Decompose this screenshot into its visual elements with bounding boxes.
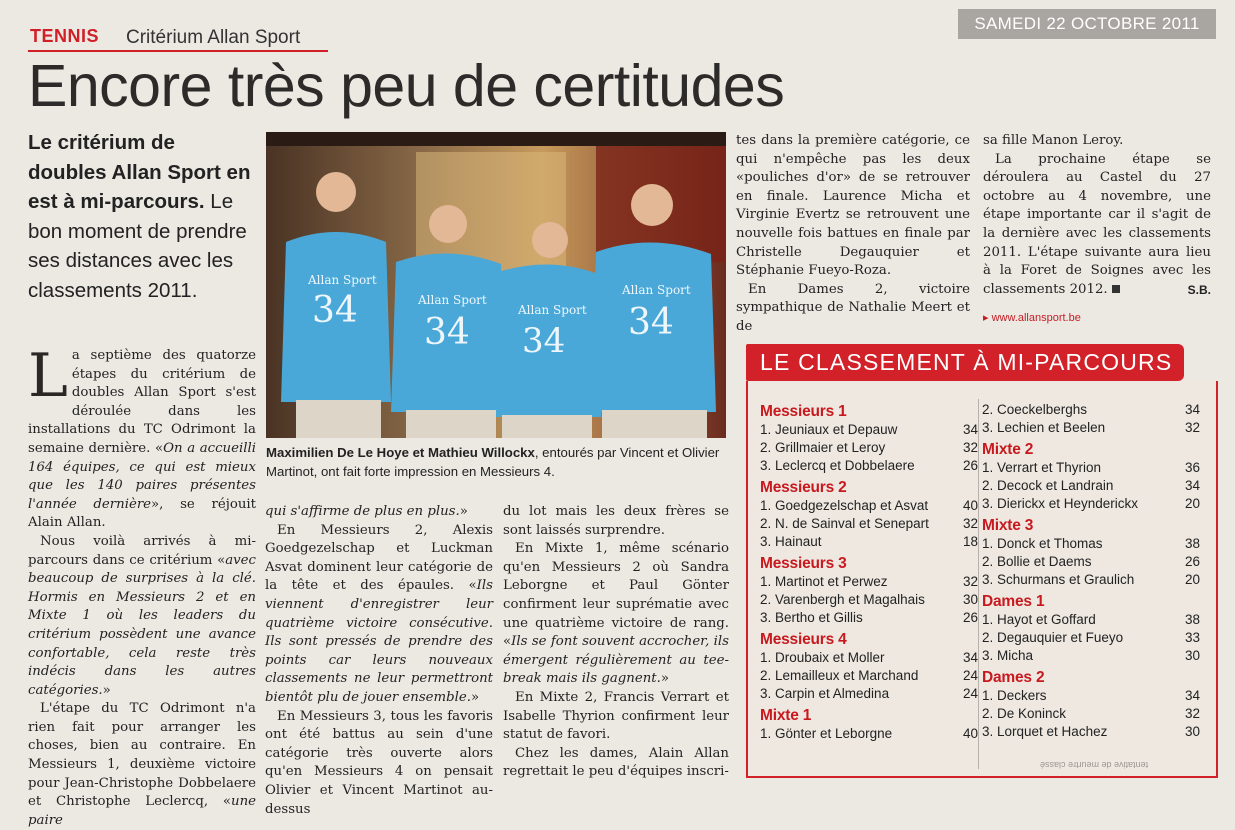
ranking-row (982, 647, 1204, 665)
shirt-number: 34 (522, 321, 566, 361)
paragraph: Chez les dames, Alain Allan regrettait le peu d'équipes inscri- (503, 745, 729, 780)
team-name: 3. Leclercq et Dobbelaere (760, 458, 915, 473)
quote: On a accueilli 164 équipes, ce qui est mieux que les 140 paires présentes l'année dernière (28, 440, 256, 512)
points: 34 (1184, 402, 1200, 417)
paragraph (28, 700, 256, 830)
shirt-number: 34 (424, 312, 470, 353)
date-banner: SAMEDI 22 OCTOBRE 2011 (958, 9, 1216, 39)
ranking-table (746, 381, 1218, 778)
text: », se réjouit Alain Allan. (28, 496, 256, 531)
paragraph: du lot mais les deux frères se sont laissés surprendre. (503, 504, 729, 538)
ranking-row (982, 629, 1204, 647)
ranking-row (760, 609, 982, 627)
quote: Ils viennent d'enregistrer leur quatrième victoire consécutive. Ils sont pressés de prendre des points car leurs nouveaux classements ne leur permettront bientôt plu de jouer ensemble. (265, 578, 493, 705)
ranking-category: Messieurs 1 (760, 403, 847, 420)
ranking-row (982, 419, 1204, 437)
points: 30 (962, 592, 978, 607)
team-name: 2. N. de Sainval et Senepart (760, 516, 929, 531)
team-name: 1. Goedgezelschap et Asvat (760, 498, 929, 513)
text: » (102, 682, 111, 698)
team-photo (266, 132, 726, 438)
team-name: 2. Bollie et Daems (982, 554, 1092, 569)
points: 38 (1184, 536, 1200, 551)
points: 18 (962, 534, 978, 549)
ranking-row (760, 591, 982, 609)
article-column-2 (265, 503, 493, 819)
points: 20 (1184, 572, 1200, 587)
ranking-category: Messieurs 3 (760, 555, 847, 572)
team-name: 2. Varenbergh et Magalhais (760, 592, 925, 607)
website-link[interactable] (983, 311, 1081, 324)
lead-paragraph (28, 128, 254, 305)
text: » (459, 504, 468, 519)
points: 34 (962, 650, 978, 665)
team-name: 3. Lorquet et Hachez (982, 724, 1108, 739)
paragraph (983, 151, 1211, 300)
points: 26 (1184, 554, 1200, 569)
points: 36 (1184, 460, 1200, 475)
team-name: 2. Degauquier et Fueyo (982, 630, 1124, 645)
text: En Mixte 1, même scénario qu'en Messieurs 2 où Sandra Leborgne et Paul Gönter confirment leur suprématie avec une quatrième victoire de rang. « (503, 541, 729, 650)
end-mark (1112, 285, 1120, 293)
ranking-row (982, 459, 1204, 477)
ranking-category: Dames 2 (982, 669, 1045, 686)
article-column-3 (503, 503, 729, 782)
ranking-row (982, 535, 1204, 553)
paragraph (503, 540, 729, 689)
ranking-row (982, 611, 1204, 629)
paragraph (28, 533, 256, 700)
points: 30 (1184, 724, 1200, 739)
ranking-row (982, 401, 1204, 419)
points: 33 (1184, 630, 1200, 645)
paragraph: En Messieurs 3, tous les favoris ont été battus au sein d'une catégorie très ouverte alors qu'en Messieurs 4 on pensait Olivier et Vincent Martinot au-dessus (265, 708, 493, 817)
points: 26 (962, 610, 978, 625)
ranking-row (760, 649, 982, 667)
team-name: 3. Lechien et Beelen (982, 420, 1106, 435)
points: 34 (1184, 478, 1200, 493)
ranking-title-text: LE CLASSEMENT À MI-PARCOURS (760, 349, 1173, 375)
points: 32 (962, 574, 978, 589)
shirt-brand: Allan Sport (308, 273, 377, 287)
points: 30 (1184, 648, 1200, 663)
ranking-row (982, 571, 1204, 589)
points: 34 (962, 422, 978, 437)
ranking-title (746, 344, 1184, 381)
points: 40 (962, 726, 978, 741)
paragraph: tes dans la première catégorie, ce qui n'empêche pas les deux «pouliches d'or» de se retrouver en finale. Laurence Micha et Virginie Evertz se retrouvent une nouvelle fois battues en finale par Christelle Degauquier et Stéphanie Fueyo-Roza. (736, 133, 970, 279)
ranking-row (760, 725, 982, 743)
ranking-row (760, 439, 982, 457)
points: 32 (962, 516, 978, 531)
team-name: 2. Decock et Landrain (982, 478, 1114, 493)
team-name: 3. Schurmans et Graulich (982, 572, 1135, 587)
caption-rest: , entourés par Vincent et Olivier Martinot, ont fait forte impression en Messieurs 4. (266, 445, 720, 479)
ranking-row (760, 533, 982, 551)
team-name: 1. Droubaix et Moller (760, 650, 885, 665)
author-signature: S.B. (1187, 282, 1211, 297)
points: 34 (1184, 688, 1200, 703)
ranking-category: Mixte 2 (982, 441, 1034, 458)
ranking-category: Mixte 1 (760, 707, 812, 724)
team-name: 3. Bertho et Gillis (760, 610, 863, 625)
photo-illustration (266, 132, 726, 438)
lead-bold: Le critérium de doubles Allan Sport en est à mi-parcours. (28, 131, 251, 213)
ranking-row (760, 685, 982, 703)
paragraph: En Mixte 2, Francis Verrart et Isabelle Thyrion confirment leur statut de favori. (503, 689, 729, 743)
quote: avec beaucoup de surprises à la clé. Hormis en Messieurs 2 et en Mixte 1 où les leaders du critérium possèdent une avance confortable, cela reste très indécis dans les autres catégories. (28, 552, 256, 698)
text: a septième des quatorze étapes du critérium de doubles Allan Sport s'est déroulée dans les installations du TC Odrimont la semaine dernière. « (28, 348, 256, 456)
paragraph (265, 522, 493, 708)
shirt-brand: Allan Sport (518, 303, 587, 317)
team-name: 2. De Koninck (982, 706, 1067, 721)
lead-rest: Le bon moment de prendre ses distances avec les classements 2011. (28, 190, 247, 302)
team-name: 3. Dierickx et Heynderickx (982, 496, 1139, 511)
arrow-icon: ▸ (983, 312, 992, 324)
ranking-row (760, 573, 982, 591)
caption-bold: Maximilien De Le Hoye et Mathieu Willockx (266, 445, 535, 460)
team-name: 2. Coeckelberghs (982, 402, 1088, 417)
shirt-brand: Allan Sport (622, 283, 691, 297)
points: 32 (1184, 420, 1200, 435)
ranking-row (760, 667, 982, 685)
ranking-row (982, 723, 1204, 741)
ranking-row (982, 553, 1204, 571)
team-name: 1. Verrart et Thyrion (982, 460, 1102, 475)
shirt-number: 34 (312, 290, 358, 331)
points: 40 (962, 498, 978, 513)
points: 38 (1184, 612, 1200, 627)
points: 20 (1184, 496, 1200, 511)
points: 24 (962, 686, 978, 701)
paragraph: sa fille Manon Leroy. (983, 133, 1124, 148)
text: Nous voilà arrivés à mi-parcours dans ce critérium « (28, 533, 256, 568)
paragraph (28, 341, 256, 533)
team-name: 3. Micha (982, 648, 1034, 663)
article-column-5 (983, 132, 1211, 299)
text: La prochaine étape se déroulera au Castel du 27 octobre au 4 novembre, une étape importante car il s'agit de la dernière avec les classements 2011. L'étape suivante aura lieu à la Foret de Soignes avec les classements 2012. (983, 151, 1211, 297)
points: 32 (962, 440, 978, 455)
text: En Messieurs 2, Alexis Goedgezelschap et Luckman Asvat dominent leur catégorie de la tête et des épaules. « (265, 522, 493, 594)
bleed-through-text: tentative de meurtre classé (1040, 760, 1149, 770)
drop-cap: L (28, 341, 68, 411)
team-name: 3. Hainaut (760, 534, 822, 549)
paragraph (265, 503, 493, 522)
ranking-category: Messieurs 2 (760, 479, 847, 496)
team-name: 2. Grillmaier et Leroy (760, 440, 886, 455)
text: » (660, 671, 670, 687)
ranking-column-left (760, 399, 982, 743)
article-column-1 (28, 341, 256, 830)
ranking-category: Messieurs 4 (760, 631, 847, 648)
shirt-brand: Allan Sport (418, 293, 487, 307)
ranking-row (760, 457, 982, 475)
ranking-category: Dames 1 (982, 593, 1045, 610)
team-name: 1. Hayot et Goffard (982, 612, 1096, 627)
team-name: 1. Donck et Thomas (982, 536, 1103, 551)
ranking-column-right (982, 401, 1204, 741)
team-name: 3. Carpin et Almedina (760, 686, 890, 701)
ranking-row (982, 705, 1204, 723)
team-name: 1. Deckers (982, 688, 1047, 703)
ranking-row (982, 477, 1204, 495)
text: L'étape du TC Odrimont n'a rien fait pour arranger les choses, bien au contraire. En Messieurs 1, deuxième victoire pour Jean-Christophe Dobbelaere et Christophe Leclercq, « (28, 701, 256, 810)
subsection-label: Critérium Allan Sport (126, 27, 301, 48)
quote: une paire (28, 794, 256, 828)
ranking-row (760, 497, 982, 515)
team-name: 1. Martinot et Perwez (760, 574, 888, 589)
photo-caption (266, 443, 728, 481)
points: 32 (1184, 706, 1200, 721)
points: 26 (962, 458, 978, 473)
quote: qui s'affirme de plus en plus. (265, 504, 460, 519)
ranking-row (982, 687, 1204, 705)
quote: Ils se font souvent accrocher, ils émergent régulièrement au tee-break mais ils gagnent. (503, 634, 729, 687)
text: » (471, 689, 480, 705)
paragraph: En Dames 2, victoire sympathique de Nathalie Meert et de (736, 281, 970, 334)
team-name: 2. Lemailleux et Marchand (760, 668, 919, 683)
ranking-row (760, 515, 982, 533)
section-label: TENNIS (30, 26, 100, 46)
ranking-row (982, 495, 1204, 513)
headline: Encore très peu de certitudes (28, 53, 785, 119)
article-column-4 (736, 132, 970, 337)
team-name: 1. Jeuniaux et Depauw (760, 422, 898, 437)
website-url: www.allansport.be (991, 312, 1081, 324)
ranking-category: Mixte 3 (982, 517, 1034, 534)
team-name: 1. Gönter et Leborgne (760, 726, 893, 741)
points: 24 (962, 668, 978, 683)
ranking-row (760, 421, 982, 439)
shirt-number: 34 (628, 302, 674, 343)
